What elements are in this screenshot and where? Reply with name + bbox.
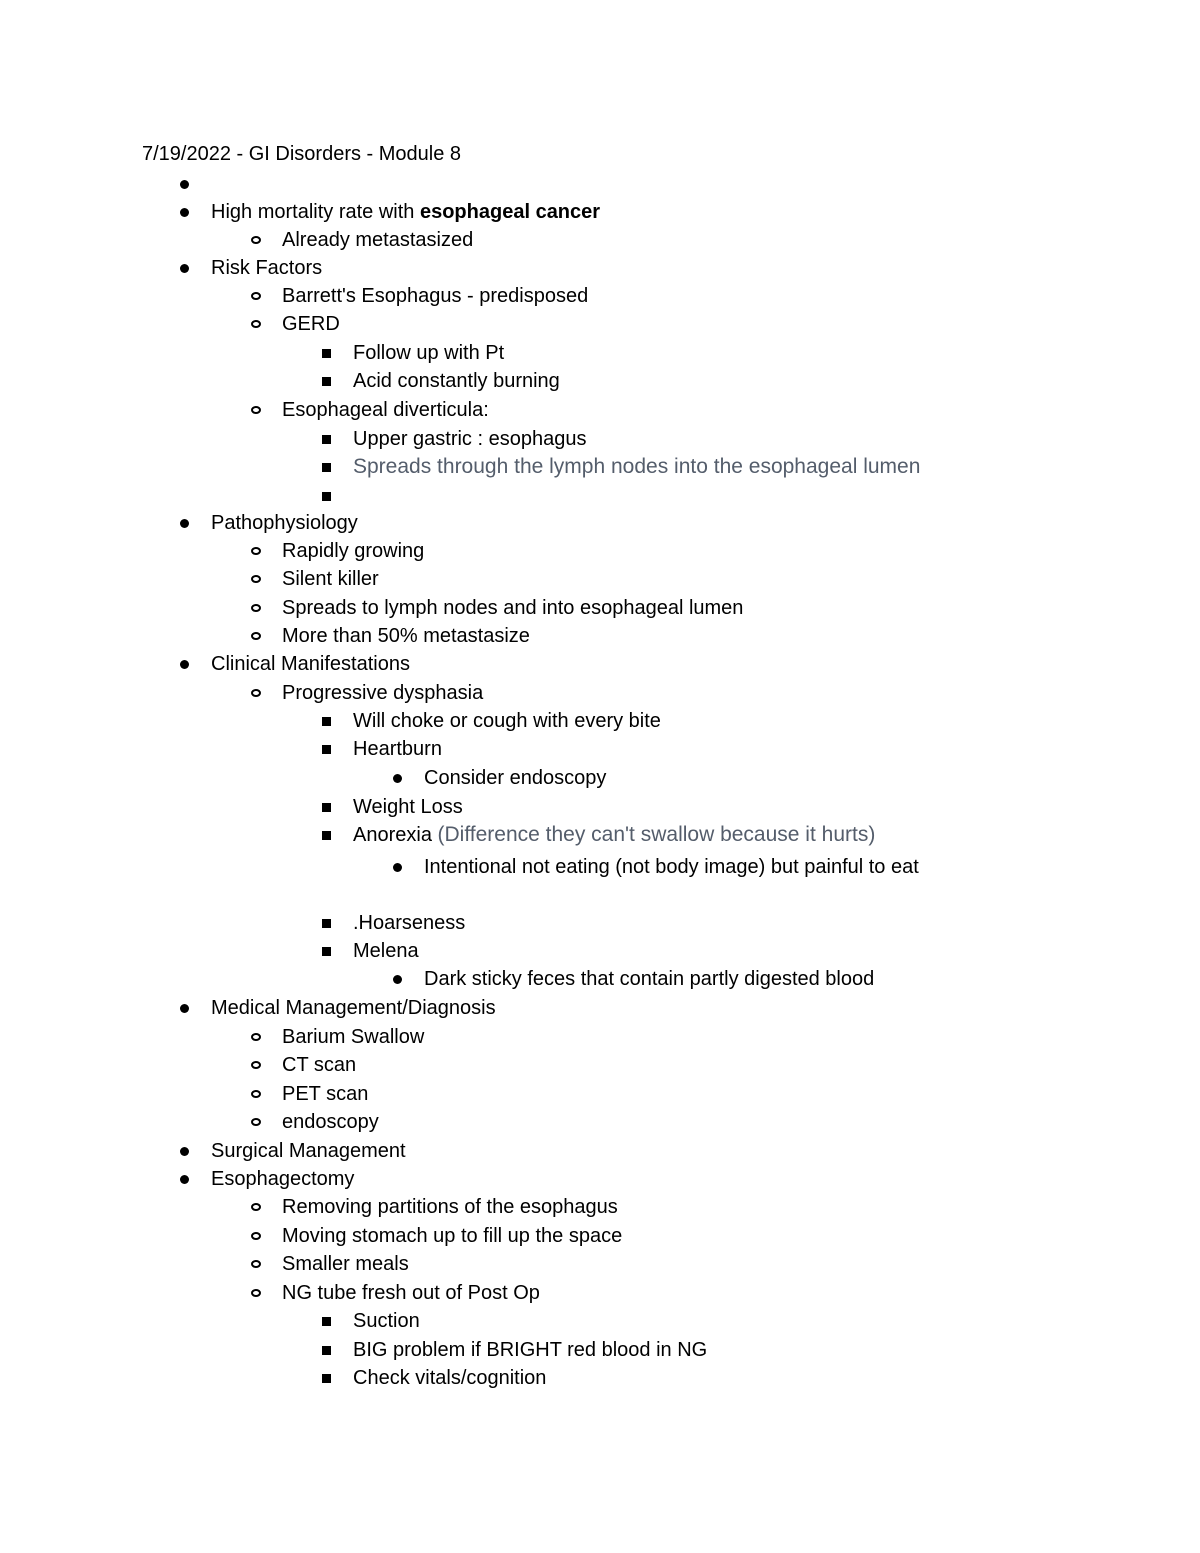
list-item-label: Clinical Manifestations — [211, 653, 410, 675]
list-item-label: More than 50% metastasize — [282, 625, 530, 647]
square-bullet-icon — [317, 1336, 337, 1364]
list-item-label: Spreads to lymph nodes and into esophageal lumen — [282, 597, 744, 619]
list-item-text — [282, 1108, 379, 1136]
list-item-text — [353, 1307, 420, 1335]
list-item-label: Upper gastric : esophagus — [353, 428, 587, 450]
list-item-text — [211, 650, 410, 678]
filled-circle-bullet-icon — [175, 254, 195, 282]
list-item-text — [211, 254, 322, 282]
square-bullet-icon — [317, 453, 337, 481]
square-bullet-icon — [317, 793, 337, 821]
list-item-text — [424, 965, 874, 993]
list-item-label: Rapidly growing — [282, 540, 425, 562]
hollow-circle-bullet-icon — [246, 622, 266, 650]
list-item-text — [353, 367, 560, 395]
list-item-label: Moving stomach up to fill up the space — [282, 1225, 623, 1247]
list-item-text — [353, 821, 875, 849]
list-item-label: Pathophysiology — [211, 512, 358, 534]
list-item-label: Medical Management/Diagnosis — [211, 997, 496, 1019]
list-item-text — [282, 594, 743, 622]
list-item-text — [353, 1364, 546, 1392]
square-bullet-icon — [317, 735, 337, 763]
list-item-text — [353, 735, 442, 763]
hollow-circle-bullet-icon — [246, 1023, 266, 1051]
filled-circle-bullet-icon — [175, 650, 195, 678]
list-item-text — [282, 396, 489, 424]
hollow-circle-bullet-icon — [246, 1080, 266, 1108]
list-item-text — [211, 994, 496, 1022]
list-item-text — [353, 1336, 707, 1364]
list-item-text — [282, 565, 379, 593]
list-item-text — [282, 310, 340, 338]
list-item-text — [282, 1080, 368, 1108]
list-item-text — [282, 226, 473, 254]
list-item-label: Esophageal diverticula: — [282, 399, 489, 421]
list-item-text — [282, 282, 588, 310]
gray-annotation-text: (Difference they can't swallow because it hurts) — [437, 823, 876, 846]
list-item-label: Suction — [353, 1310, 420, 1332]
square-bullet-icon — [317, 821, 337, 849]
list-item-label: GERD — [282, 313, 340, 335]
list-item-label: Smaller meals — [282, 1253, 409, 1275]
filled-circle-bullet-icon — [388, 853, 408, 881]
hollow-circle-bullet-icon — [246, 1250, 266, 1278]
list-item-label: Removing partitions of the esophagus — [282, 1196, 618, 1218]
list-item-label: NG tube fresh out of Post Op — [282, 1282, 540, 1304]
list-item-label: Intentional not eating (not body image) but painful to eat — [424, 856, 919, 878]
list-item-label: Silent killer — [282, 568, 379, 590]
list-item-text — [282, 1222, 622, 1250]
list-item-text — [282, 537, 424, 565]
hollow-circle-bullet-icon — [246, 282, 266, 310]
list-item-text — [282, 1250, 409, 1278]
list-item-label: Check vitals/cognition — [353, 1367, 547, 1389]
square-bullet-icon — [317, 367, 337, 395]
filled-circle-bullet-icon — [175, 1137, 195, 1165]
list-item-label: .Hoarseness — [353, 912, 466, 934]
list-item-text — [353, 909, 465, 937]
list-item-text — [353, 339, 504, 367]
square-bullet-icon — [317, 707, 337, 735]
list-item-text — [282, 1023, 424, 1051]
list-item-text — [353, 453, 920, 481]
filled-circle-bullet-icon — [175, 509, 195, 537]
list-item-label: Already metastasized — [282, 229, 474, 251]
list-item-label: Melena — [353, 940, 419, 962]
list-item-label: Risk Factors — [211, 257, 323, 279]
square-bullet-icon — [317, 339, 337, 367]
list-item-text — [211, 198, 600, 226]
list-item-text — [211, 1137, 406, 1165]
list-item-label: Will choke or cough with every bite — [353, 710, 661, 732]
list-item-text — [211, 1165, 354, 1193]
list-item-text — [424, 853, 919, 881]
list-item-label: Follow up with Pt — [353, 342, 505, 364]
list-item-text — [282, 1051, 356, 1079]
list-item-text — [282, 1193, 618, 1221]
square-bullet-icon — [317, 937, 337, 965]
list-item-text — [282, 1279, 540, 1307]
hollow-circle-bullet-icon — [246, 396, 266, 424]
list-item-text — [353, 707, 661, 735]
hollow-circle-bullet-icon — [246, 565, 266, 593]
hollow-circle-bullet-icon — [246, 226, 266, 254]
hollow-circle-bullet-icon — [246, 679, 266, 707]
square-bullet-icon — [317, 482, 337, 510]
list-item-label: Barrett's Esophagus - predisposed — [282, 285, 589, 307]
filled-circle-bullet-icon — [175, 170, 195, 198]
list-item-text — [211, 509, 358, 537]
list-item-label: Surgical Management — [211, 1140, 406, 1162]
page-title: 7/19/2022 - GI Disorders - Module 8 — [142, 143, 462, 165]
square-bullet-icon — [317, 425, 337, 453]
list-item-label: Esophagectomy — [211, 1168, 355, 1190]
bold-emphasis-text: esophageal cancer — [419, 201, 601, 223]
hollow-circle-bullet-icon — [246, 594, 266, 622]
list-item-label: Weight Loss — [353, 796, 463, 818]
filled-circle-bullet-icon — [175, 994, 195, 1022]
filled-circle-bullet-icon — [175, 1165, 195, 1193]
list-item-label: endoscopy — [282, 1111, 379, 1133]
hollow-circle-bullet-icon — [246, 1222, 266, 1250]
list-item-label: Dark sticky feces that contain partly digested blood — [424, 968, 875, 990]
gray-annotation-text: Spreads through the lymph nodes into the esophageal lumen — [353, 455, 921, 478]
list-item-label: Barium Swallow — [282, 1026, 425, 1048]
list-item-label: High mortality rate with — [211, 201, 420, 223]
filled-circle-bullet-icon — [388, 764, 408, 792]
square-bullet-icon — [317, 1364, 337, 1392]
hollow-circle-bullet-icon — [246, 537, 266, 565]
list-item-label: BIG problem if BRIGHT red blood in NG — [353, 1339, 708, 1361]
filled-circle-bullet-icon — [388, 965, 408, 993]
list-item-label: Heartburn — [353, 738, 442, 760]
list-item-text — [282, 622, 530, 650]
list-item-text — [282, 679, 483, 707]
filled-circle-bullet-icon — [175, 198, 195, 226]
hollow-circle-bullet-icon — [246, 310, 266, 338]
hollow-circle-bullet-icon — [246, 1193, 266, 1221]
hollow-circle-bullet-icon — [246, 1051, 266, 1079]
list-item-label: PET scan — [282, 1083, 369, 1105]
hollow-circle-bullet-icon — [246, 1108, 266, 1136]
list-item-text — [353, 793, 463, 821]
list-item-label: Anorexia — [353, 824, 438, 846]
square-bullet-icon — [317, 909, 337, 937]
list-item-label: Acid constantly burning — [353, 370, 560, 392]
list-item-label: Progressive dysphasia — [282, 682, 484, 704]
list-item-label: Consider endoscopy — [424, 767, 607, 789]
square-bullet-icon — [317, 1307, 337, 1335]
list-item-text — [353, 937, 419, 965]
list-item-text — [424, 764, 606, 792]
list-item-text — [353, 425, 586, 453]
list-item-label: CT scan — [282, 1054, 357, 1076]
hollow-circle-bullet-icon — [246, 1279, 266, 1307]
